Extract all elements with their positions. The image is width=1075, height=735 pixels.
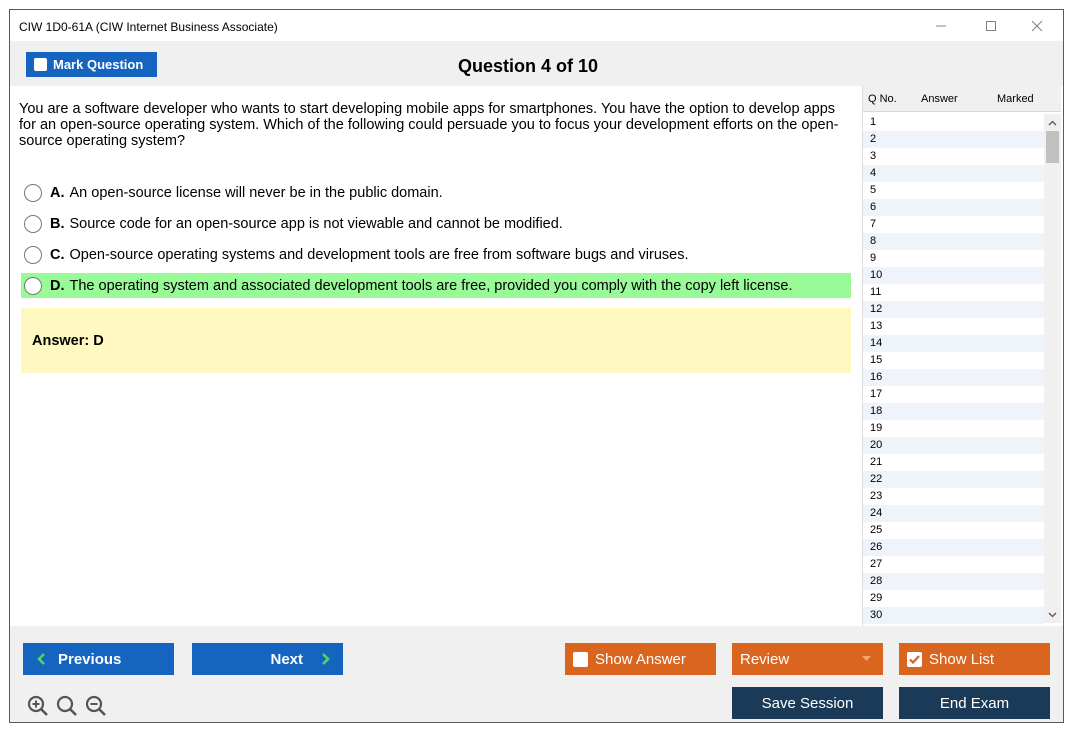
question-list-header bbox=[863, 86, 1061, 112]
column-marked: Marked bbox=[997, 93, 1034, 105]
chevron-up-icon bbox=[1048, 120, 1057, 126]
question-list-number: 22 bbox=[870, 473, 883, 485]
question-list-row[interactable] bbox=[863, 454, 1044, 471]
question-list-number: 23 bbox=[870, 490, 883, 502]
question-list-row[interactable] bbox=[863, 607, 1044, 624]
question-list-row[interactable] bbox=[863, 352, 1044, 369]
question-list-number: 26 bbox=[870, 541, 883, 553]
question-list-row[interactable] bbox=[863, 369, 1044, 386]
option-d[interactable] bbox=[21, 273, 851, 298]
end-exam-label: End Exam bbox=[939, 694, 1010, 712]
question-list-number: 12 bbox=[870, 303, 883, 315]
chevron-down-icon bbox=[1048, 612, 1057, 618]
question-list-row[interactable] bbox=[863, 165, 1044, 182]
question-list-number: 18 bbox=[870, 405, 883, 417]
question-list-number: 1 bbox=[870, 116, 877, 128]
review-dropdown-arrow-icon bbox=[862, 656, 871, 662]
next-label: Next bbox=[270, 650, 303, 668]
question-list-number: 14 bbox=[870, 337, 883, 349]
question-text: You are a software developer who wants to start developing mobile apps for smartphones. You have the option to develop apps for an open-source operating system. Which of the following could persuade you to focus your development efforts on the open-source operating system? bbox=[19, 101, 839, 149]
question-list-row[interactable] bbox=[863, 539, 1044, 556]
question-list-number: 28 bbox=[870, 575, 883, 587]
question-list-row[interactable] bbox=[863, 590, 1044, 607]
question-list-row[interactable] bbox=[863, 267, 1044, 284]
question-list-panel bbox=[862, 86, 1061, 626]
question-header bbox=[10, 41, 1063, 86]
answer-text: Answer: D bbox=[32, 332, 104, 349]
question-list-row[interactable] bbox=[863, 114, 1044, 131]
question-list-scrollbar[interactable] bbox=[1044, 114, 1061, 623]
close-button[interactable] bbox=[1014, 14, 1060, 38]
footer-toolbar bbox=[10, 626, 1063, 723]
question-list-row[interactable] bbox=[863, 216, 1044, 233]
zoom-in-icon[interactable] bbox=[26, 694, 50, 718]
app-window bbox=[9, 9, 1064, 723]
question-list-row[interactable] bbox=[863, 471, 1044, 488]
question-list-number: 3 bbox=[870, 150, 877, 162]
question-list-number: 29 bbox=[870, 592, 883, 604]
question-list-number: 24 bbox=[870, 507, 883, 519]
question-list-row[interactable] bbox=[863, 318, 1044, 335]
chevron-left-icon bbox=[35, 652, 49, 666]
question-list-number: 11 bbox=[870, 286, 882, 298]
previous-button[interactable] bbox=[23, 643, 174, 675]
maximize-icon bbox=[985, 20, 997, 32]
question-list-number: 2 bbox=[870, 133, 877, 145]
maximize-button[interactable] bbox=[968, 14, 1014, 38]
review-dropdown[interactable] bbox=[732, 643, 883, 675]
scroll-up-button[interactable] bbox=[1044, 114, 1061, 131]
question-list-number: 6 bbox=[870, 201, 877, 213]
zoom-out-icon[interactable] bbox=[84, 694, 108, 718]
column-answer: Answer bbox=[921, 93, 958, 105]
question-list-row[interactable] bbox=[863, 573, 1044, 590]
close-icon bbox=[1031, 20, 1043, 32]
option-a[interactable] bbox=[21, 180, 851, 205]
save-session-button[interactable] bbox=[732, 687, 883, 719]
question-list-number: 20 bbox=[870, 439, 883, 451]
question-list-number: 5 bbox=[870, 184, 877, 196]
previous-label: Previous bbox=[58, 650, 122, 668]
question-list-number: 10 bbox=[870, 269, 883, 281]
question-list-row[interactable] bbox=[863, 250, 1044, 267]
radio-b[interactable] bbox=[24, 215, 42, 233]
option-c-letter: C. bbox=[50, 246, 65, 263]
question-list-row[interactable] bbox=[863, 335, 1044, 352]
save-session-label: Save Session bbox=[761, 694, 854, 712]
question-list-number: 17 bbox=[870, 388, 883, 400]
review-label: Review bbox=[740, 650, 790, 668]
mark-question-label: Mark Question bbox=[53, 57, 144, 72]
radio-d[interactable] bbox=[24, 277, 42, 295]
question-list-row[interactable] bbox=[863, 420, 1044, 437]
option-d-text: The operating system and associated development tools are free, provided you comply with the copy left license. bbox=[69, 277, 793, 294]
option-b[interactable] bbox=[21, 211, 851, 236]
show-answer-button[interactable] bbox=[565, 643, 716, 675]
scroll-down-button[interactable] bbox=[1044, 606, 1061, 623]
question-list-row[interactable] bbox=[863, 403, 1044, 420]
option-b-text: Source code for an open-source app is not viewable and cannot be modified. bbox=[69, 215, 563, 232]
question-number-title: Question 4 of 10 bbox=[457, 56, 599, 76]
option-d-letter: D. bbox=[50, 277, 65, 294]
checked-checkbox-icon bbox=[907, 652, 922, 667]
radio-a[interactable] bbox=[24, 184, 42, 202]
question-list-row[interactable] bbox=[863, 233, 1044, 250]
window-title: CIW 1D0-61A (CIW Internet Business Associate) bbox=[19, 20, 278, 34]
question-list-number: 15 bbox=[870, 354, 883, 366]
answer-box bbox=[21, 308, 851, 373]
option-c-text: Open-source operating systems and development tools are free from software bugs and viruses. bbox=[69, 246, 689, 263]
question-list-number: 7 bbox=[870, 218, 877, 230]
question-list-row[interactable] bbox=[863, 437, 1044, 454]
question-list-number: 8 bbox=[870, 235, 877, 247]
question-list-row[interactable] bbox=[863, 199, 1044, 216]
question-list-row[interactable] bbox=[863, 386, 1044, 403]
question-list-number: 13 bbox=[870, 320, 883, 332]
question-list bbox=[863, 114, 1044, 624]
show-answer-label: Show Answer bbox=[595, 650, 686, 668]
minimize-icon bbox=[935, 20, 947, 32]
option-c[interactable] bbox=[21, 242, 851, 267]
radio-c[interactable] bbox=[24, 246, 42, 264]
title-bar bbox=[10, 10, 1063, 41]
question-area bbox=[10, 86, 861, 626]
column-qno: Q No. bbox=[868, 93, 897, 105]
question-list-number: 4 bbox=[870, 167, 877, 179]
question-list-row[interactable] bbox=[863, 488, 1044, 505]
end-exam-button[interactable] bbox=[899, 687, 1050, 719]
question-list-row[interactable] bbox=[863, 301, 1044, 318]
option-a-letter: A. bbox=[50, 184, 65, 201]
question-list-number: 19 bbox=[870, 422, 883, 434]
question-list-number: 30 bbox=[870, 609, 883, 621]
minimize-button[interactable] bbox=[918, 14, 964, 38]
question-list-number: 16 bbox=[870, 371, 883, 383]
option-b-letter: B. bbox=[50, 215, 65, 232]
scroll-thumb[interactable] bbox=[1046, 131, 1059, 163]
show-list-button[interactable] bbox=[899, 643, 1050, 675]
question-list-row[interactable] bbox=[863, 182, 1044, 199]
question-list-row[interactable] bbox=[863, 131, 1044, 148]
zoom-reset-icon[interactable] bbox=[55, 694, 79, 718]
question-list-number: 25 bbox=[870, 524, 883, 536]
question-list-row[interactable] bbox=[863, 284, 1044, 301]
question-list-number: 21 bbox=[870, 456, 883, 468]
question-list-row[interactable] bbox=[863, 148, 1044, 165]
chevron-right-icon bbox=[318, 652, 332, 666]
question-list-row[interactable] bbox=[863, 522, 1044, 539]
question-list-row[interactable] bbox=[863, 505, 1044, 522]
question-list-row[interactable] bbox=[863, 556, 1044, 573]
show-list-label: Show List bbox=[929, 650, 995, 668]
question-list-number: 27 bbox=[870, 558, 883, 570]
next-button[interactable] bbox=[192, 643, 343, 675]
show-answer-checkbox-icon bbox=[573, 652, 588, 667]
option-a-text: An open-source license will never be in the public domain. bbox=[69, 184, 443, 201]
question-list-number: 9 bbox=[870, 252, 877, 264]
